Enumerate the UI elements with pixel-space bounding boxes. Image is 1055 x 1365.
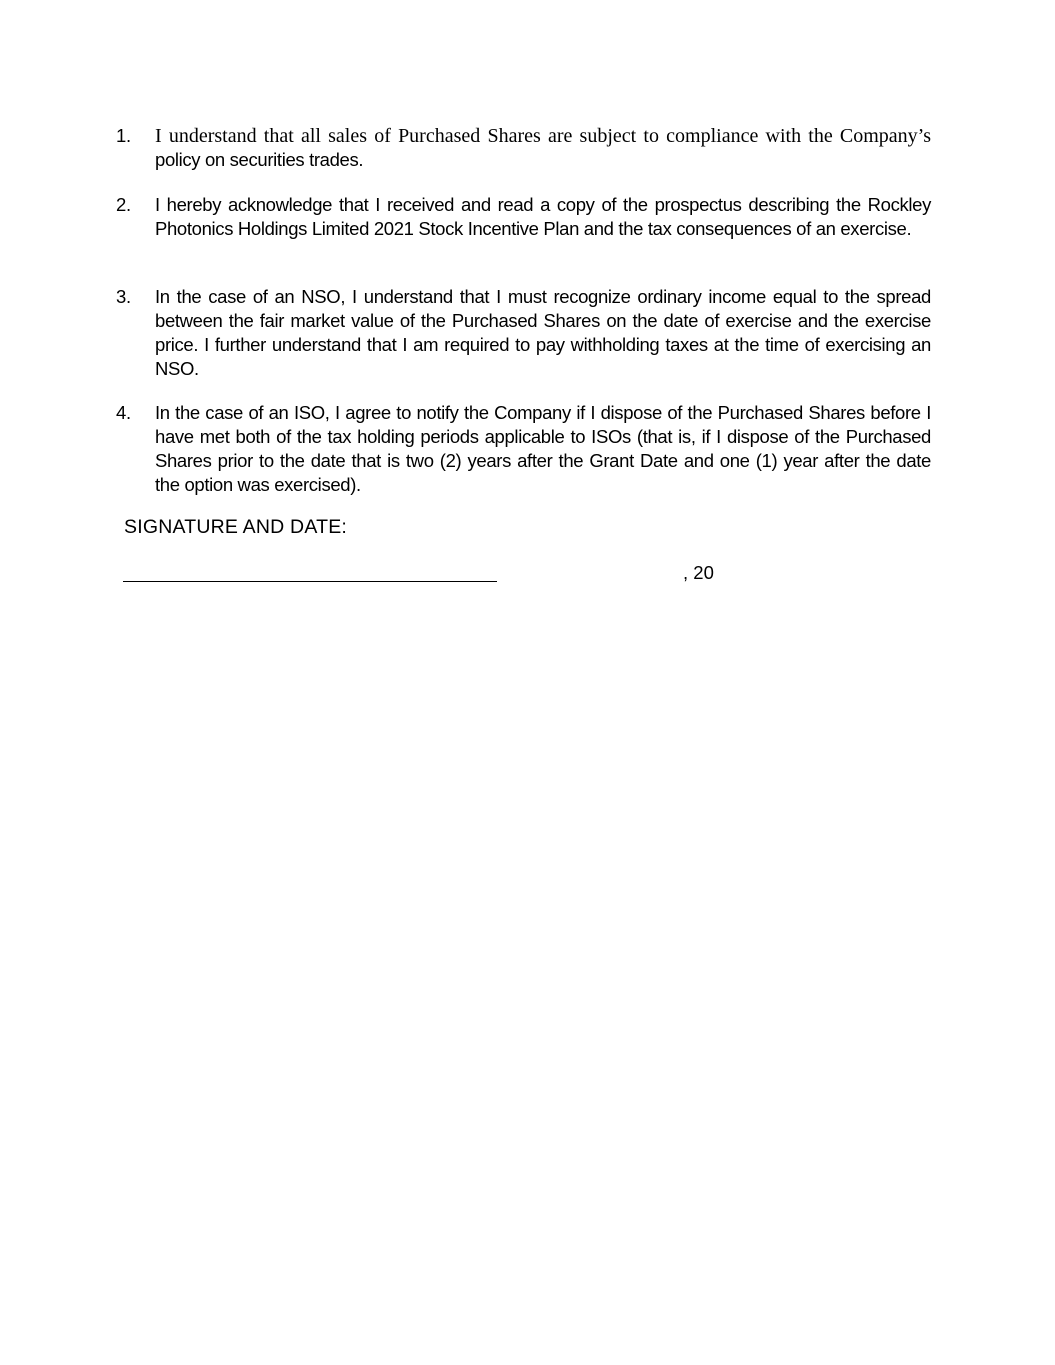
signature-line[interactable] xyxy=(123,581,497,582)
item-number: 2. xyxy=(116,194,131,215)
acknowledgement-item-3 xyxy=(116,285,931,381)
item-text-lead: I understand that all sales of Purchased Shares are subject to compliance with the Company’s xyxy=(155,125,931,147)
signature-label: SIGNATURE AND DATE: xyxy=(124,516,348,538)
item-text-rest: policy on securities trades. xyxy=(155,149,364,170)
signature-year-field: , 20 xyxy=(683,562,714,583)
item-number: 1. xyxy=(116,125,131,146)
acknowledgement-item-1 xyxy=(116,124,931,172)
item-text: In the case of an NSO, I understand that I must recognize ordinary income equal to the spread between the fair market value of the Purchased Shares on the date of exercise and the exercise price. I further understand that I am required to pay withholding taxes at the time of exercising an NSO. xyxy=(155,286,931,379)
acknowledgement-item-4 xyxy=(116,401,931,497)
item-text: I hereby acknowledge that I received and read a copy of the prospectus describing the Rockley Photonics Holdings Limited 2021 Stock Incentive Plan and the tax consequences of an exercise. xyxy=(155,194,931,239)
item-text: In the case of an ISO, I agree to notify the Company if I dispose of the Purchased Shares before I have met both of the tax holding periods applicable to ISOs (that is, if I dispose of the Purchased Shares prior to the date that is two (2) years after the Grant Date and one (1) year after the date the option was exercised). xyxy=(155,402,931,495)
item-number: 4. xyxy=(116,402,131,423)
item-text xyxy=(155,124,931,172)
item-number: 3. xyxy=(116,286,131,307)
acknowledgement-item-2 xyxy=(116,193,931,241)
